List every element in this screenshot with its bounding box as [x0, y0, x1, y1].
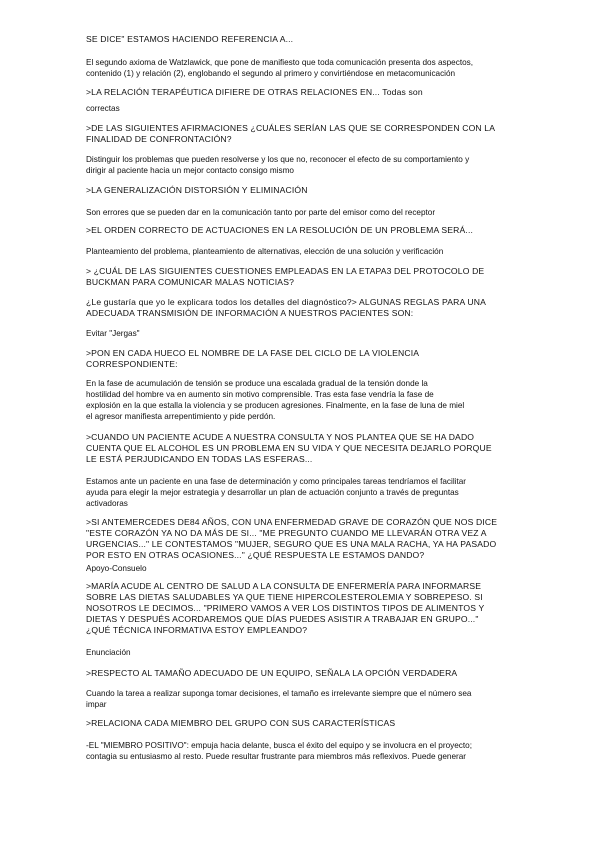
question-team-size: >RESPECTO AL TAMAÑO ADECUADO DE UN EQUIPO, SEÑALA LA OPCIÓN VERDADERA	[86, 668, 458, 678]
question-generalization-distortion: >LA GENERALIZACIÓN DISTORSIÓN Y ELIMINACIÓN	[86, 185, 308, 195]
question-watzlawick-reference: SE DICE" ESTAMOS HACIENDO REFERENCIA A...	[86, 34, 294, 44]
question-information-rules: ¿Le gustaría que yo le explicara todos los detalles del diagnóstico?> ALGUNAS REGLAS PARA UNA ADECUADA TRANSMISIÓN DE INFORMACIÓN A NUESTROS PACIENTES SON:	[86, 297, 486, 318]
question-maria-diet: >MARÍA ACUDE AL CENTRO DE SALUD A LA CONSULTA DE ENFERMERÍA PARA INFORMARSE SOBRE LAS DIETAS SALUDABLES YA QUE TIENE HIPERCOLESTEROLEMIA Y SOBREPESO. SI NOSOTROS LE DECIMOS... "PRIMERO VAMOS A VER LOS DISTINTOS TIPOS DE ALIMENTOS Y DIETAS Y DESPUÉS ACORDAREMOS QUE DÍAS PUEDES ASISTIR A TRABAJAR EN GRUPO..." ¿QUÉ TÉCNICA INFORMATIVA ESTOY EMPLEANDO?	[86, 581, 485, 635]
answer-all-correct: correctas	[86, 104, 120, 113]
answer-enunciation: Enunciación	[86, 648, 131, 657]
answer-problem-solving-steps: Planteamiento del problema, planteamiento de alternativas, elección de una solución y verificación	[86, 247, 444, 256]
question-buckman-protocol: > ¿CUÁL DE LAS SIGUIENTES CUESTIONES EMPLEADAS EN LA ETAPA3 DEL PROTOCOLO DE BUCKMAN PARA COMUNICAR MALAS NOTICIAS?	[86, 266, 485, 287]
question-heart-disease-patient: >SI ANTEMERCEDES DE84 AÑOS, CON UNA ENFERMEDAD GRAVE DE CORAZÓN QUE NOS DICE "ESTE CORAZÓN YA NO DA MÁS DE SI... "ME PREGUNTO CUANDO ME LLEVARÁN OTRA VEZ A URGENCIAS..." LE CONTESTAMOS "MUJER, SEGURO QUE ES UNA MALA RACHA, YA HA PASADO POR ESTO EN OTRAS OCASIONES..." ¿QUÉ RESPUESTA LE ESTAMOS DANDO?	[86, 517, 498, 560]
question-confrontation-purpose: >DE LAS SIGUIENTES AFIRMACIONES ¿CUÁLES SERÍAN LAS QUE SE CORRESPONDEN CON LA FINALIDAD DE CONFRONTACIÓN?	[86, 123, 496, 144]
question-group-members: >RELACIONA CADA MIEMBRO DEL GRUPO CON SUS CARACTERÍSTICAS	[86, 718, 396, 728]
answer-determination-phase: Estamos ante un paciente en una fase de determinación y como principales tareas tendríamos el facilitar ayuda para elegir la mejor estrategia y desarrollar un plan de actuación conjunto a través de preguntas activadoras	[86, 477, 467, 508]
question-alcohol-patient: >CUANDO UN PACIENTE ACUDE A NUESTRA CONSULTA Y NOS PLANTEA QUE SE HA DADO CUENTA QUE EL ALCOHOL ES UN PROBLEMA EN SU VIDA Y QUE NECESITA DEJARLO PORQUE LE ESTÁ PERJUDICANDO EN TODAS LAS ESFERAS...	[86, 432, 492, 464]
answer-avoid-jargon: Evitar "Jergas"	[86, 329, 140, 338]
answer-support-consolation: Apoyo-Consuelo	[86, 564, 147, 573]
answer-confrontation: Distinguir los problemas que pueden resolverse y los que no, reconocer el efecto de su comportamiento y dirigir al paciente hacia un mejor contacto consigo mismo	[86, 155, 470, 175]
question-therapeutic-relationship: >LA RELACIÓN TERAPÉUTICA DIFIERE DE OTRAS RELACIONES EN... Todas son	[86, 87, 423, 97]
answer-violence-cycle-phases: En la fase de acumulación de tensión se produce una escalada gradual de la tensión donde la hostilidad del hombre va en aumento sin motivo comprensible. Tras esta fase vendría la fase de explosión en la que estalla la violencia y se producen agresiones. Finalmente, en la fase de luna de miel el agresor manifiesta arrepentimiento y pide perdón.	[86, 379, 465, 421]
answer-watzlawick-axiom: El segundo axioma de Watzlawick, que pone de manifiesto que toda comunicación presenta dos aspectos, contenido (1) y relación (2), englobando el segundo al primero y convirtiéndose en metacomunicación	[86, 58, 474, 78]
answer-positive-member: -EL "MIEMBRO POSITIVO": empuja hacia delante, busca el éxito del equipo y se involucra en el proyecto; contagia su entusiasmo al resto. Puede resultar frustrante para miembros más reflexivos. Puede generar	[86, 741, 472, 761]
answer-communication-errors: Son errores que se pueden dar en la comunicación tanto por parte del emisor como del receptor	[86, 208, 436, 217]
question-violence-cycle: >PON EN CADA HUECO EL NOMBRE DE LA FASE DEL CICLO DE LA VIOLENCIA CORRESPONDIENTE:	[86, 348, 420, 369]
answer-team-size: Cuando la tarea a realizar suponga tomar decisiones, el tamaño es irrelevante siempre que el número sea impar	[86, 689, 472, 709]
question-problem-solving-order: >EL ORDEN CORRECTO DE ACTUACIONES EN LA RESOLUCIÓN DE UN PROBLEMA SERÁ...	[86, 225, 474, 235]
